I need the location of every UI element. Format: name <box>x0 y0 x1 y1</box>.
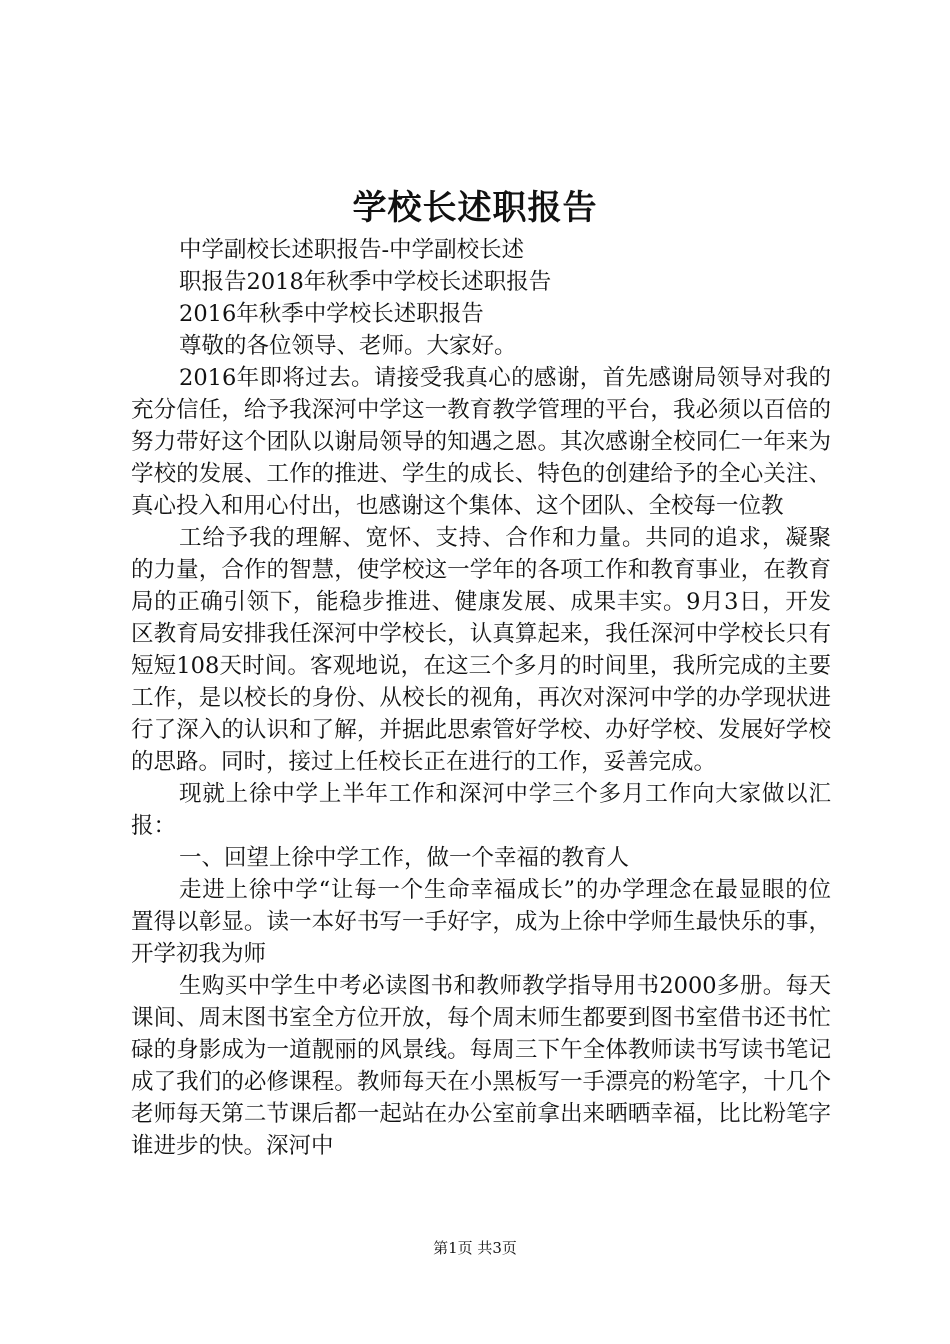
document-body <box>131 234 831 1162</box>
paragraph: 职报告2018年秋季中学校长述职报告 <box>179 269 552 295</box>
document-title: 学校长述职报告 <box>352 188 598 228</box>
paragraph: 生购买中学生中考必读图书和教师教学指导用书2000多册。每天课间、周末图书室全方位开放，每个周末师生都要到图书室借书还书忙碌的身影成为一道靓丽的风景线。每周三下午全体教师读书写读书笔记成了我们的必修课程。教师每天在小黑板写一手漂亮的粉笔字，十几个老师每天第二节课后都一起站在办公室前拿出来晒晒幸福，比比粉笔字谁进步的快。深河中 <box>131 973 831 1159</box>
page-footer: 第1页 共3页 <box>433 1239 517 1257</box>
paragraph: 工给予我的理解、宽怀、支持、合作和力量。共同的追求，凝聚的力量，合作的智慧，使学校这一学年的各项工作和教育事业，在教育局的正确引领下，能稳步推进、健康发展、成果丰实。9月3日，开发区教育局安排我任深河中学校长，认真算起来，我任深河中学校长只有短短108天时间。客观地说，在这三个多月的时间里，我所完成的主要工作，是以校长的身份、从校长的视角，再次对深河中学的办学现状进行了深入的认识和了解，并据此思索管好学校、办好学校、发展好学校的思路。同时，接过上任校长正在进行的工作，妥善完成。 <box>131 525 831 775</box>
paragraph: 现就上徐中学上半年工作和深河中学三个多月工作向大家做以汇报： <box>131 781 831 839</box>
paragraph: 走进上徐中学“让每一个生命幸福成长”的办学理念在最显眼的位置得以彰显。读一本好书写一手好字，成为上徐中学师生最快乐的事，开学初我为师 <box>131 877 831 967</box>
paragraph: 尊敬的各位领导、老师。大家好。 <box>179 333 517 359</box>
paragraph: 中学副校长述职报告-中学副校长述 <box>179 237 525 263</box>
paragraph: 2016年即将过去。请接受我真心的感谢，首先感谢局领导对我的充分信任，给予我深河中学这一教育教学管理的平台，我必须以百倍的努力带好这个团队以谢局领导的知遇之恩。其次感谢全校同仁一年来为学校的发展、工作的推进、学生的成长、特色的创建给予的全心关注、真心投入和用心付出，也感谢这个集体、这个团队、全校每一位教 <box>131 365 831 519</box>
paragraph: 一、回望上徐中学工作，做一个幸福的教育人 <box>179 845 630 871</box>
paragraph: 2016年秋季中学校长述职报告 <box>179 301 484 327</box>
